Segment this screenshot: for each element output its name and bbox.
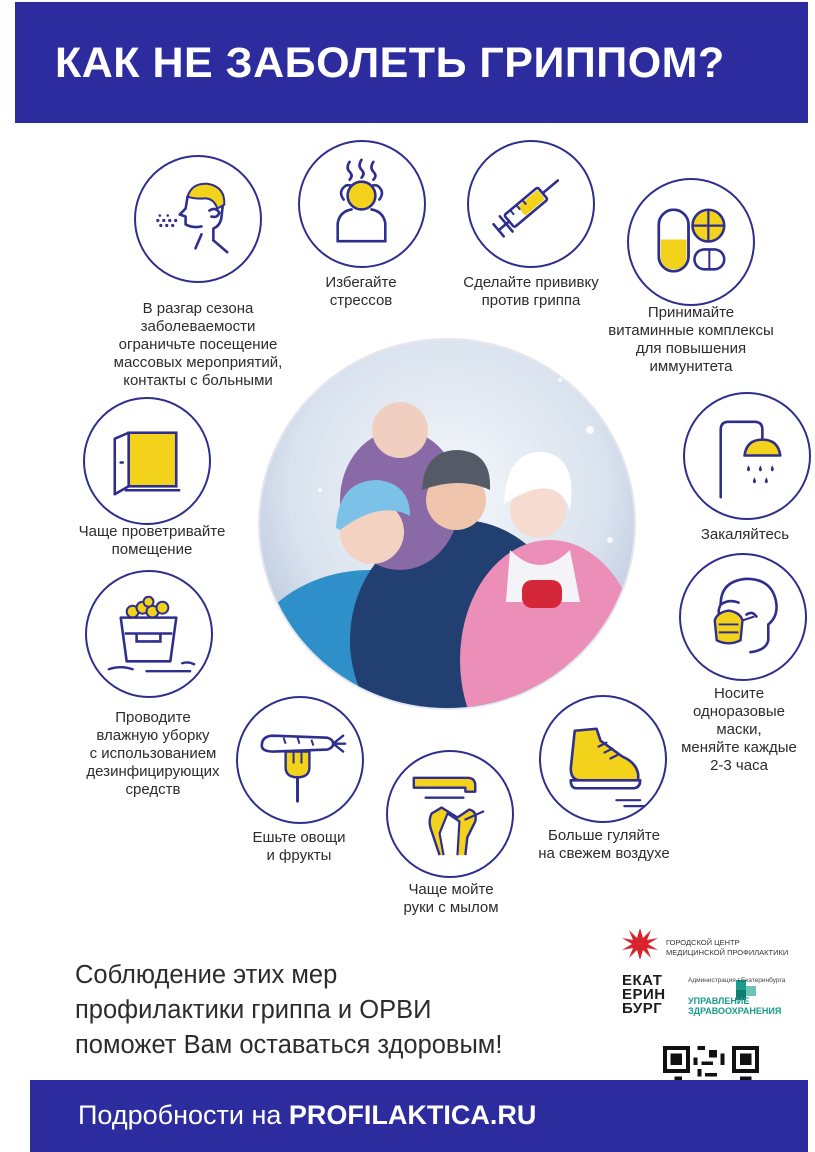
- health-department-logo: [688, 996, 781, 1016]
- tip-label: Носите одноразовые маски, меняйте каждые 2-3 часа: [681, 685, 797, 774]
- hand-washing-icon: [386, 750, 514, 878]
- center-name-line1: ГОРОДСКОЙ ЦЕНТР: [666, 938, 740, 947]
- sneezing-person-icon: [134, 155, 262, 283]
- tip-label: Больше гуляйте на свежем воздухе: [538, 827, 670, 862]
- admin-caption: Администрация г.Екатеринбурга: [688, 977, 786, 984]
- partner-logos: [620, 922, 810, 1037]
- tip-label: Ешьте овощи и фрукты: [252, 829, 346, 864]
- tip-label: Чаще мойте руки с мылом: [403, 881, 499, 916]
- title-banner: [15, 2, 808, 123]
- stressed-person-icon: [298, 140, 426, 268]
- dept-line2: ЗДРАВООХРАНЕНИЯ: [688, 1006, 782, 1016]
- tip-label: Чаще проветривайте помещение: [78, 523, 226, 558]
- footer-banner: [30, 1080, 808, 1152]
- ekaterinburg-logo: [622, 974, 666, 1016]
- tip-label: Закаляйтесь: [700, 526, 790, 543]
- prevention-message: Соблюдение этих мер профилактики гриппа и ОРВИ поможет Вам оставаться здоровым!: [75, 961, 503, 1059]
- tip-label: Принимайте витаминные комплексы для повышения иммунитета: [608, 304, 774, 375]
- carrot-fork-icon: [236, 696, 364, 824]
- city-logo-line1: ЕКАТ: [622, 972, 663, 989]
- center-name-line2: МЕДИЦИНСКОЙ ПРОФИЛАКТИКИ: [666, 948, 789, 957]
- syringe-icon: [467, 140, 595, 268]
- shower-icon: [683, 392, 811, 520]
- tip-label: Сделайте прививку против гриппа: [463, 274, 599, 309]
- page-title: КАК НЕ ЗАБОЛЕТЬ ГРИППОМ?: [55, 39, 725, 87]
- family-photo: [258, 338, 636, 710]
- city-logo-line2: ЕРИН: [622, 986, 666, 1003]
- bucket-icon: [85, 570, 213, 698]
- dept-line1: УПРАВЛЕНИЕ: [688, 996, 750, 1006]
- more-info-prefix: Подробности на: [78, 1100, 289, 1130]
- tip-label: Проводите влажную уборку с использованием дезинфицирующих средств: [86, 709, 220, 798]
- website-link[interactable]: PROFILAKTICA.RU: [288, 1100, 537, 1130]
- city-logo-line3: БУРГ: [622, 1000, 663, 1017]
- pills-icon: [627, 178, 755, 306]
- open-window-icon: [83, 397, 211, 525]
- tip-label: В разгар сезона заболеваемости ограничьте посещение массовых мероприятий, контакты с больными: [113, 300, 283, 389]
- sneaker-icon: [539, 695, 667, 823]
- face-mask-icon: [679, 553, 807, 681]
- more-info-line: [78, 1100, 536, 1131]
- tip-label: Избегайте стрессов: [325, 274, 397, 309]
